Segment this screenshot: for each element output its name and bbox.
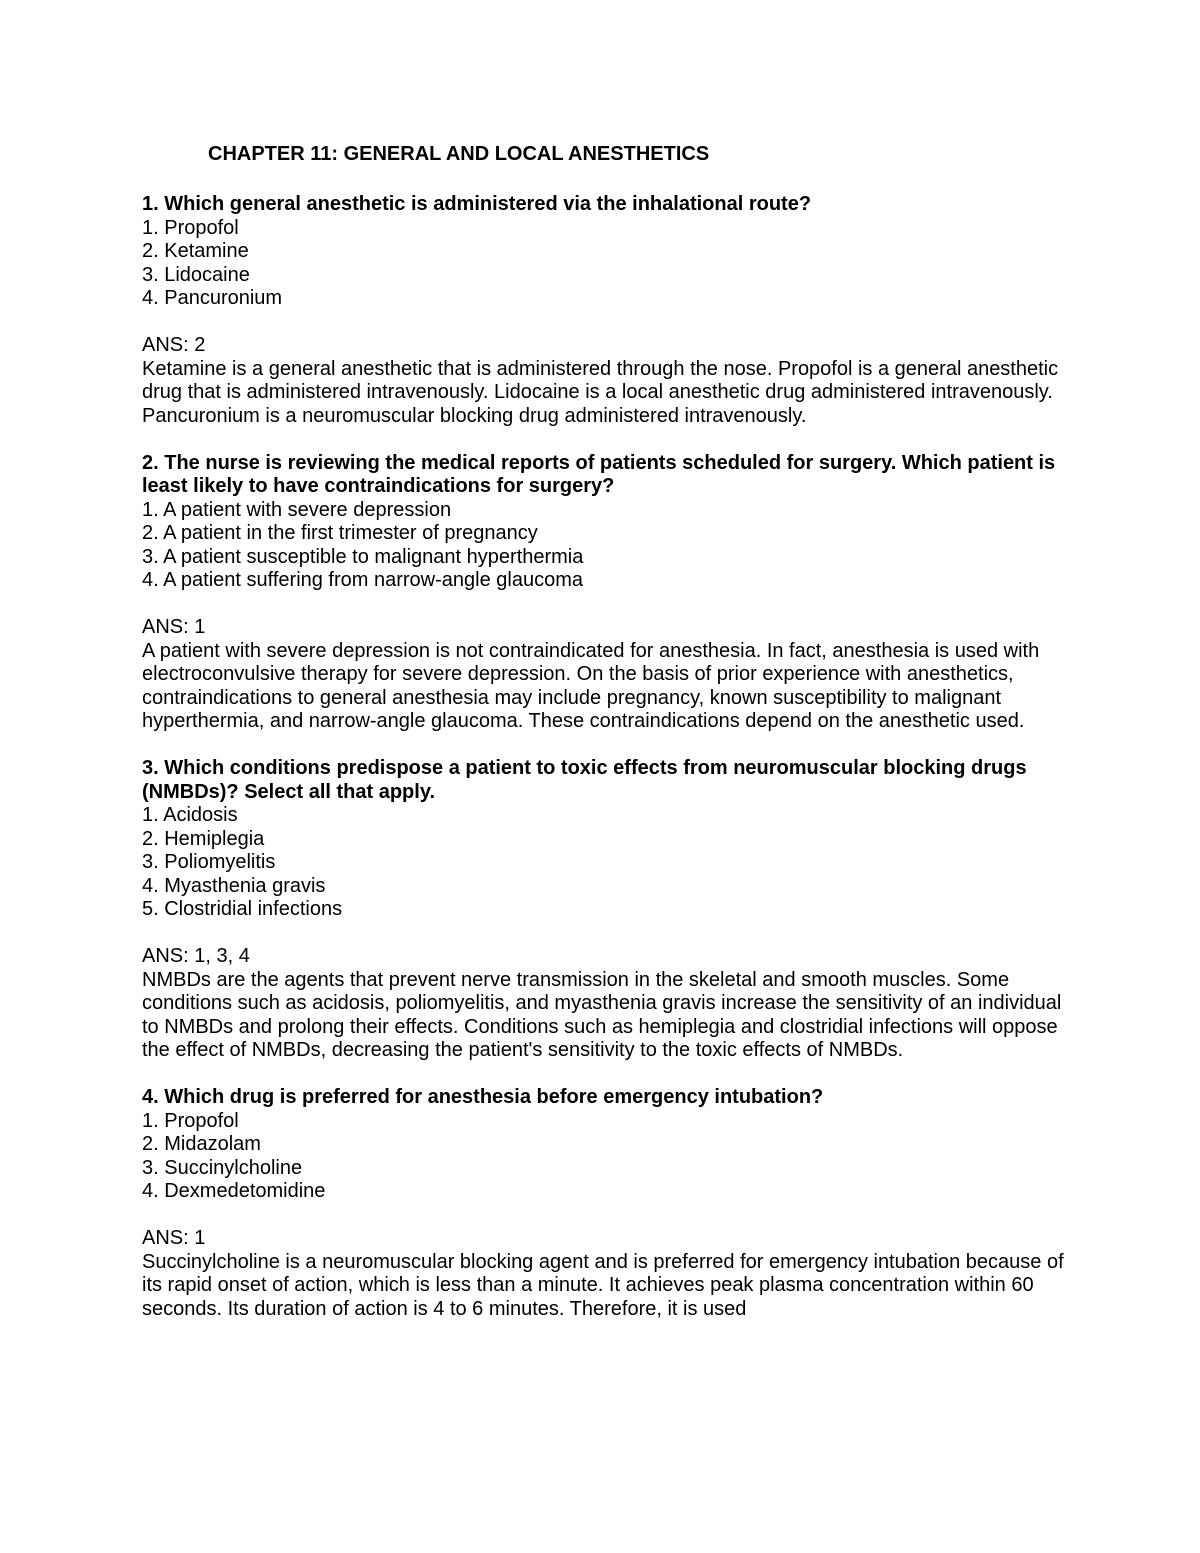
question-block (142, 1086, 1072, 1321)
answer-key: ANS: 1 (142, 616, 206, 638)
answer-option: 1. Propofol (142, 1109, 239, 1132)
answer-option: 3. Succinylcholine (142, 1156, 303, 1179)
answer-option: 2. Hemiplegia (142, 827, 265, 850)
question-block (142, 757, 1072, 1063)
answer-option: 5. Clostridial infections (142, 898, 343, 920)
answer-option: 4. Pancuronium (142, 287, 283, 309)
answer-option: 4. Myasthenia gravis (142, 874, 326, 897)
answer-option: 4. A patient suffering from narrow-angle glaucoma (142, 569, 583, 591)
question-block (142, 452, 1072, 734)
answer-option: 3. Poliomyelitis (142, 851, 276, 873)
question-text: 3. Which conditions predispose a patient to toxic effects from neuromuscular blocking drugs (NMBDs)? Select all that apply. (142, 757, 1027, 803)
answer-option: 2. Ketamine (142, 240, 249, 262)
answer-key: ANS: 1 (142, 1227, 206, 1249)
question-text: 2. The nurse is reviewing the medical reports of patients scheduled for surgery. Which patient is least likely to have contraindications for surgery? (142, 451, 1056, 497)
rationale-text: Succinylcholine is a neuromuscular blocking agent and is preferred for emergency intubation because of its rapid onset of action, which is less than a minute. It achieves peak plasma concentration within 60 seconds. Its duration of action is 4 to 6 minutes. Therefore, it is used (142, 1250, 1064, 1320)
answer-option: 2. Midazolam (142, 1133, 261, 1155)
answer-key: ANS: 2 (142, 334, 206, 356)
rationale-text: Ketamine is a general anesthetic that is administered through the nose. Propofol is a general anesthetic drug that is administered intravenously. Lidocaine is a local anesthetic drug administered intravenously. Pancuronium is a neuromuscular blocking drug administered intravenously. (142, 357, 1059, 427)
answer-option: 4. Dexmedetomidine (142, 1180, 326, 1202)
answer-option: 1. A patient with severe depression (142, 498, 452, 521)
answer-option: 1. Propofol (142, 216, 239, 239)
answer-option: 3. Lidocaine (142, 263, 250, 286)
rationale-text: NMBDs are the agents that prevent nerve transmission in the skeletal and smooth muscles. Some conditions such as acidosis, poliomyelitis, and myasthenia gravis increase the sensitivity of an individual to NMBDs and prolong their effects. Conditions such as hemiplegia and clostridial infections will oppose the effect of NMBDs, decreasing the patient's sensitivity to the toxic effects of NMBDs. (142, 968, 1062, 1061)
answer-option: 2. A patient in the first trimester of pregnancy (142, 522, 538, 544)
question-text: 1. Which general anesthetic is administered via the inhalational route? (142, 193, 812, 215)
answer-option: 3. A patient susceptible to malignant hyperthermia (142, 545, 584, 568)
question-list (142, 193, 1072, 1345)
chapter-title: CHAPTER 11: GENERAL AND LOCAL ANESTHETICS (208, 143, 710, 165)
question-block (142, 193, 1072, 428)
question-text: 4. Which drug is preferred for anesthesia before emergency intubation? (142, 1086, 824, 1108)
answer-key: ANS: 1, 3, 4 (142, 945, 250, 967)
rationale-text: A patient with severe depression is not contraindicated for anesthesia. In fact, anesthesia is used with electroconvulsive therapy for severe depression. On the basis of prior experience with anesthetics, contraindications to general anesthesia may include pregnancy, known susceptibility to malignant hyperthermia, and narrow-angle glaucoma. These contraindications depend on the anesthetic used. (142, 639, 1040, 732)
answer-option: 1. Acidosis (142, 804, 238, 826)
